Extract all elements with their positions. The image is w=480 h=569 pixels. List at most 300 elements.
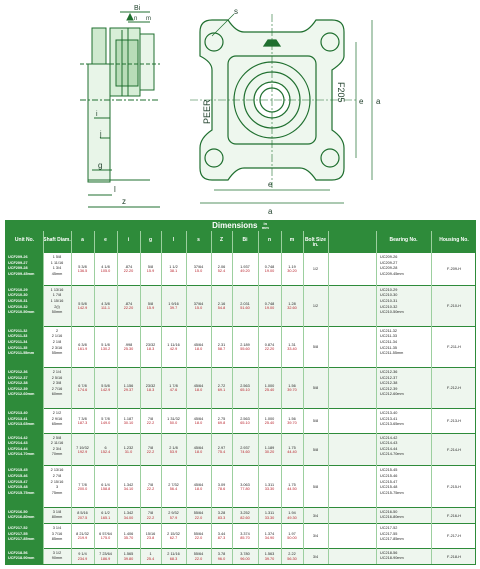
dim-e-cell (94, 511, 117, 520)
bearing-no: UC212-39 (380, 386, 398, 391)
label-g: g (98, 161, 103, 170)
dim-g-cell (140, 446, 161, 455)
housing-no: F-215-H (447, 484, 461, 489)
dim-e-cell (94, 265, 117, 274)
table-row-group (6, 253, 475, 286)
unit-no: UCF212-38 (8, 381, 28, 386)
shaft-diam: 85mm (51, 537, 63, 542)
dim-n-in: 0.748 (264, 265, 275, 270)
dim-z-mm: 54.8 (217, 306, 226, 311)
dim-a-cell (71, 417, 94, 426)
label-e-bottom: e (268, 180, 273, 189)
dim-z-cell (211, 511, 232, 520)
dim-i-mm: 31.0 (124, 450, 133, 455)
dim-i-mm: 30.10 (123, 421, 134, 426)
dim-bi-in: 2.937 (240, 445, 250, 450)
dim-l-cell (161, 532, 186, 541)
dim-m-in: 1.19 (288, 265, 296, 270)
shaft-diam: 3 1/2 (52, 550, 62, 555)
dim-bi-cell (232, 532, 258, 541)
column-divider (431, 231, 432, 564)
dim-l-mm: 47.6 (169, 388, 178, 393)
technical-drawing (0, 0, 480, 218)
unit-no: UCF217-55 (8, 531, 28, 536)
dim-z-in: 2.72 (217, 384, 226, 389)
unit-no: UCF210-31 (8, 299, 28, 304)
table-row-group (6, 524, 475, 549)
dim-s-mm: 22.0 (194, 536, 203, 541)
bolt-size: 3/4 (312, 554, 319, 559)
side-section-view (80, 12, 160, 207)
label-n: n (134, 16, 138, 22)
dim-a-mm: 200.0 (77, 487, 88, 491)
dim-z-mm: 52.4 (217, 269, 226, 274)
housing-no: F-209-H (447, 267, 461, 272)
dim-a-mm: 161.9 (77, 347, 88, 352)
dim-i-in: .998 (124, 343, 133, 348)
dim-e-in: 6 57/64 (99, 531, 112, 536)
bearing-no: UC209-45mm (380, 271, 404, 276)
dim-a-cell (71, 532, 94, 541)
dim-l-in: 2 1/8 (169, 445, 178, 450)
dim-m-in: 1.75 (288, 482, 296, 487)
dim-n-in: 1.000 (264, 416, 275, 421)
shaft-diam-cell (43, 327, 71, 367)
unit-no: UCF216-80mm (8, 515, 35, 520)
shaft-diam-cell (43, 508, 71, 523)
dim-bi-mm: 65.10 (240, 421, 250, 426)
label-z: z (122, 197, 126, 206)
shaft-diam: 2 1/16 (51, 334, 63, 339)
housing-no: F-217-H (447, 534, 461, 539)
label-a-right: a (376, 97, 381, 106)
shaft-diam: 90mm (51, 556, 63, 561)
unit-no: UCF217-85mm (8, 537, 35, 542)
dim-e-in: 5 7/8 (101, 416, 110, 421)
dim-i-cell (117, 384, 140, 393)
dim-m-cell (281, 417, 303, 426)
dim-a-cell (71, 343, 94, 352)
dim-n-mm: 22.20 (264, 347, 275, 352)
dim-a-cell (71, 384, 94, 393)
dim-e-cell (94, 302, 117, 311)
dim-z-mm: 96.0 (217, 556, 226, 561)
shaft-diam: 3 7/16 (51, 531, 63, 536)
unit-no: UCF209-28 (8, 266, 28, 271)
dim-bi-cell (232, 511, 258, 520)
dim-n-mm: 25.40 (264, 421, 275, 426)
dim-i-cell (117, 265, 140, 274)
unit-no: UCF213-41 (8, 416, 28, 421)
table-title-units (262, 222, 269, 230)
dim-n-in: 1.189 (264, 445, 275, 450)
dim-g-mm: 22.2 (146, 487, 155, 491)
dim-a-mm: 174.6 (77, 388, 88, 393)
dim-m-mm: 56.30 (287, 556, 297, 561)
unit-no: UCF212-39 (8, 386, 28, 391)
dim-n-cell (258, 552, 281, 561)
dim-n-cell (258, 532, 281, 541)
dim-n-mm: 33.30 (264, 487, 275, 491)
unit-no: UCF210-30 (8, 293, 28, 298)
dim-z-cell (211, 302, 232, 311)
dim-m-in: 1.56 (288, 416, 296, 421)
label-peer: PEER (202, 99, 212, 124)
header-bi: Bi (242, 237, 248, 243)
column-divider (71, 231, 72, 564)
dim-z-in: 3.44 (217, 531, 226, 536)
dim-n-mm: 25.40 (264, 388, 275, 393)
dim-l-in: 1 31/32 (167, 416, 180, 421)
dim-s-mm: 18.0 (194, 347, 203, 352)
dim-z-cell (211, 417, 232, 426)
shaft-diam: 1 3/4 (52, 266, 62, 271)
header-a: a (81, 237, 84, 243)
dim-l-mm: 42.9 (169, 347, 178, 352)
dim-l-in: 1 1/2 (169, 265, 178, 270)
shaft-diam: 50mm (51, 310, 63, 315)
shaft-diam: 2 9/16 (51, 416, 63, 421)
unit-no: UCF212-36 (8, 369, 28, 374)
bearing-no: UC212-36 (380, 369, 398, 374)
dim-bi-cell (232, 483, 258, 492)
unit-mm: mm (261, 224, 269, 230)
dim-bi-mm: 55.60 (240, 347, 250, 352)
dim-bi-cell (232, 552, 258, 561)
housing-no: F-210-H (447, 304, 461, 309)
unit-no: UCF213-65mm (8, 422, 35, 427)
dim-i-cell (117, 343, 140, 352)
dim-a-in: 8 5/16 (77, 511, 88, 516)
dim-bi-cell (232, 417, 258, 426)
unit-no: UCF211-55mm (8, 351, 35, 356)
dim-g-cell (140, 302, 161, 311)
dim-e-mm: 130.2 (100, 347, 111, 352)
unit-no: UCF212-37 (8, 375, 28, 380)
dim-i-cell (117, 446, 140, 455)
bearing-no: UC209-27 (380, 260, 398, 265)
unit-no: UCF216-50 (8, 509, 28, 514)
unit-no: UCF211-33 (8, 334, 28, 339)
dim-s-in: 45/64 (193, 416, 204, 421)
bearing-no: UC210-32 (380, 304, 398, 309)
bearing-no: UC209-26 (380, 255, 398, 259)
label-j: j (100, 131, 102, 138)
header-m: m (289, 237, 295, 243)
dim-m-mm: 49.30 (287, 515, 297, 520)
dim-n-cell (258, 384, 281, 393)
shaft-diam: 2 1/2 (52, 411, 62, 415)
dim-m-cell (281, 511, 303, 520)
shaft-diam: 2 7/16 (51, 386, 63, 391)
dim-z-mm: 58.7 (217, 347, 226, 352)
shaft-diam: 65mm (51, 422, 63, 427)
bearing-no: UC210-31 (380, 299, 398, 304)
dim-i-cell (117, 483, 140, 492)
dim-s-mm: 18.0 (194, 421, 203, 426)
shaft-diam: 3 (55, 485, 59, 490)
bearing-no: UC216-50 (380, 509, 398, 514)
dim-m-in: 1.31 (288, 343, 296, 348)
dim-s-cell (186, 302, 211, 311)
shaft-diam: 70mm (51, 452, 63, 457)
dim-e-in: 5 1/8 (101, 343, 110, 348)
dim-m-mm: 44.40 (287, 450, 297, 455)
bolt-size: 1/2 (312, 304, 319, 309)
bearing-no: UC211-33 (380, 334, 398, 339)
dim-z-mm: 78.6 (217, 487, 226, 491)
shaft-diam: 2 5/16 (51, 375, 63, 380)
shaft-diam: 1 7/8 (52, 293, 62, 298)
column-divider (161, 231, 162, 564)
dim-z-in: 3.78 (217, 552, 226, 557)
dim-z-cell (211, 483, 232, 492)
unit-no: UCF214-42 (8, 435, 28, 440)
dim-z-in: 2.31 (217, 343, 226, 348)
dim-a-cell (71, 302, 94, 311)
dim-bi-cell (232, 446, 258, 455)
dim-i-in: 1.232 (123, 445, 134, 450)
dim-g-mm: 22.2 (146, 450, 155, 455)
unit-no: UCF214-70mm (8, 452, 35, 457)
header-z: Z (219, 237, 224, 243)
dim-m-cell (281, 384, 303, 393)
dim-a-mm: 207.5 (77, 515, 88, 520)
unit-no: UCF213-40 (8, 411, 28, 415)
bearing-no: UC214-42 (380, 435, 398, 440)
housing-no: F-218-H (447, 554, 461, 559)
dim-l-in: 2 15/32 (167, 531, 180, 536)
unit-no-cell (6, 368, 43, 408)
bearing-no: UC211-32 (380, 328, 398, 333)
unit-in: in (263, 220, 268, 226)
front-view (190, 14, 372, 203)
shaft-diam: 1 11/16 (50, 260, 64, 265)
bearing-no: UC210-30 (380, 293, 398, 298)
dim-bi-mm: 85.70 (240, 536, 250, 541)
dim-e-cell (94, 532, 117, 541)
header-bearing-no: Bearing No. (389, 237, 418, 243)
dim-i-mm: 34.00 (123, 515, 134, 520)
dim-m-in: 1.97 (288, 531, 296, 536)
dim-a-cell (71, 265, 94, 274)
bearing-no: UC214-70mm (380, 452, 404, 457)
table-row-group (6, 327, 475, 368)
dim-e-cell (94, 446, 117, 455)
dim-l-mm: 62.7 (169, 536, 178, 541)
shaft-diam: 60mm (51, 392, 63, 397)
column-divider (328, 231, 329, 564)
dim-s-in: 55/64 (193, 552, 204, 557)
dim-i-cell (117, 532, 140, 541)
dim-e-mm: 111.1 (101, 306, 110, 311)
header-s: s (197, 237, 200, 243)
dim-i-cell (117, 417, 140, 426)
table-title-bar (6, 221, 475, 231)
header-bolt-size-in: Bolt Size in. (304, 237, 327, 248)
dim-z-mm: 87.3 (217, 536, 226, 541)
dim-a-mm: 136.5 (77, 269, 88, 274)
dim-a-cell (71, 483, 94, 492)
dim-i-cell (117, 302, 140, 311)
dim-n-cell (258, 417, 281, 426)
dim-g-cell (140, 384, 161, 393)
bearing-no: UC215-47 (380, 479, 398, 484)
dim-e-in: 5 5/8 (101, 384, 110, 389)
dim-g-in: 5/8 (147, 301, 154, 306)
housing-no: F-211-H (447, 345, 461, 350)
dim-bi-in: 3.780 (240, 552, 250, 557)
dim-m-in: 1.94 (288, 511, 296, 516)
dim-e-in: 6 (104, 445, 107, 450)
shaft-diam: 1 13/16 (50, 287, 64, 292)
bearing-no: UC210-50mm (380, 310, 404, 315)
dim-l-mm: 38.1 (169, 269, 178, 274)
dim-l-cell (161, 265, 186, 274)
dim-e-in: 6 1/4 (101, 482, 110, 487)
dim-l-cell (161, 417, 186, 426)
dim-i-in: 1.342 (123, 511, 134, 516)
label-a-bottom: a (268, 207, 273, 216)
dim-g-mm: 15.9 (146, 306, 155, 311)
shaft-diam: 1 5/8 (52, 255, 62, 259)
dim-bi-cell (232, 384, 258, 393)
dim-n-mm: 19.00 (264, 306, 275, 311)
column-divider (376, 231, 377, 564)
bearing-no-cell (376, 327, 431, 367)
table-row-group (6, 409, 475, 434)
dim-m-cell (281, 265, 303, 274)
dim-s-mm: 22.0 (194, 556, 203, 561)
dim-i-in: 1.342 (123, 482, 134, 487)
shaft-diam-cell (43, 253, 71, 285)
dim-e-cell (94, 483, 117, 492)
bearing-no: UC213-40 (380, 411, 398, 415)
dim-s-in: 45/64 (193, 445, 204, 450)
dim-bi-mm: 96.00 (240, 556, 250, 561)
dim-z-mm: 83.3 (217, 515, 226, 520)
dim-l-in: 2 7/32 (168, 482, 179, 487)
dim-m-cell (281, 302, 303, 311)
dim-bi-mm: 49.20 (240, 269, 250, 274)
dim-i-mm: 34.10 (123, 487, 134, 491)
dim-m-mm: 30.20 (287, 269, 297, 274)
dim-l-cell (161, 343, 186, 352)
column-divider (94, 231, 95, 564)
bolt-size: 5/8 (312, 419, 319, 424)
table-row-group (6, 434, 475, 467)
dim-g-cell (140, 265, 161, 274)
bearing-no: UC210-29 (380, 287, 398, 292)
dim-n-cell (258, 511, 281, 520)
unit-no-cell (6, 508, 43, 523)
shaft-diam-cell (43, 286, 71, 326)
dim-e-in: 6 1/2 (101, 511, 110, 516)
bearing-no: UC215-75mm (380, 490, 404, 495)
dim-s-cell (186, 417, 211, 426)
dim-a-cell (71, 446, 94, 455)
dim-l-mm: 56.4 (169, 487, 178, 491)
unit-no: UCF217-52 (8, 525, 28, 530)
dim-m-mm: 44.50 (287, 487, 297, 491)
header-i: i (127, 237, 130, 243)
table-title: Dimensions (212, 221, 258, 230)
dim-bi-mm: 74.60 (240, 450, 250, 455)
label-model: F205 (336, 82, 346, 103)
unit-no: UCF209-45mm (8, 271, 35, 276)
dim-s-in: 37/64 (193, 301, 204, 306)
unit-no: UCF215-46 (8, 474, 28, 479)
dim-s-cell (186, 265, 211, 274)
dim-s-mm: 22.0 (194, 515, 203, 520)
dim-e-cell (94, 552, 117, 561)
dim-g-in: 23/32 (145, 343, 156, 348)
bolt-size: 5/8 (312, 447, 319, 452)
dim-e-in: 7 23/64 (99, 552, 112, 557)
housing-no: F-212-H (447, 386, 461, 391)
dim-a-in: 9 1/4 (78, 552, 87, 557)
dim-m-mm: 33.40 (287, 347, 297, 352)
unit-no-cell (6, 524, 43, 548)
dim-l-in: 1 11/16 (167, 343, 180, 348)
dim-n-mm: 30.20 (264, 450, 275, 455)
unit-no: UCF212-60mm (8, 392, 35, 397)
shaft-diam: 2 15/16 (50, 479, 64, 484)
dim-m-mm: 39.70 (287, 388, 297, 393)
bearing-no: UC209-28 (380, 266, 398, 271)
dim-z-in: 2.97 (217, 445, 226, 450)
dim-n-mm: 33.30 (264, 515, 275, 520)
unit-no: UCF209-27 (8, 260, 28, 265)
dim-l-cell (161, 511, 186, 520)
dim-i-in: .874 (124, 265, 133, 270)
dim-i-mm: 39.80 (123, 556, 134, 561)
dim-i-mm: 25.30 (123, 347, 134, 352)
dim-n-mm: 19.00 (264, 269, 275, 274)
dim-a-mm: 187.3 (77, 421, 88, 426)
dim-bi-in: 3.374 (240, 531, 250, 536)
header-unit-no: Unit No. (14, 237, 35, 243)
label-s: s (234, 7, 238, 16)
bearing-no: UC214-43 (380, 441, 398, 446)
dim-bi-mm: 65.10 (240, 388, 250, 393)
shaft-diam: 2 (55, 328, 59, 333)
shaft-diam: 2 11/16 (50, 441, 64, 446)
table-row-group (6, 549, 475, 565)
unit-no: UCF215-48 (8, 485, 28, 490)
header-shaft-diam: Shaft Diam. (43, 237, 71, 243)
dim-a-in: 6 7/8 (78, 384, 87, 389)
unit-no: UCF211-34 (8, 340, 28, 345)
dim-bi-in: 1.937 (240, 265, 250, 270)
unit-no: UCF210-50mm (8, 310, 35, 315)
unit-no: UCF211-32 (8, 328, 28, 333)
dim-s-in: 37/64 (193, 265, 204, 270)
table-row-group (6, 368, 475, 409)
dim-i-cell (117, 511, 140, 520)
dim-bi-in: 2.563 (240, 384, 250, 389)
dim-l-mm: 50.0 (169, 421, 178, 426)
dim-i-in: .874 (124, 301, 133, 306)
header-g: g (148, 237, 153, 243)
header-n: n (267, 237, 272, 243)
unit-no: UCF210-29 (8, 287, 28, 292)
dim-l-mm: 68.3 (169, 556, 178, 561)
dim-g-cell (140, 552, 161, 561)
dim-n-in: 1.000 (264, 384, 275, 389)
dim-z-in: 3.28 (217, 511, 226, 516)
dim-bi-cell (232, 265, 258, 274)
